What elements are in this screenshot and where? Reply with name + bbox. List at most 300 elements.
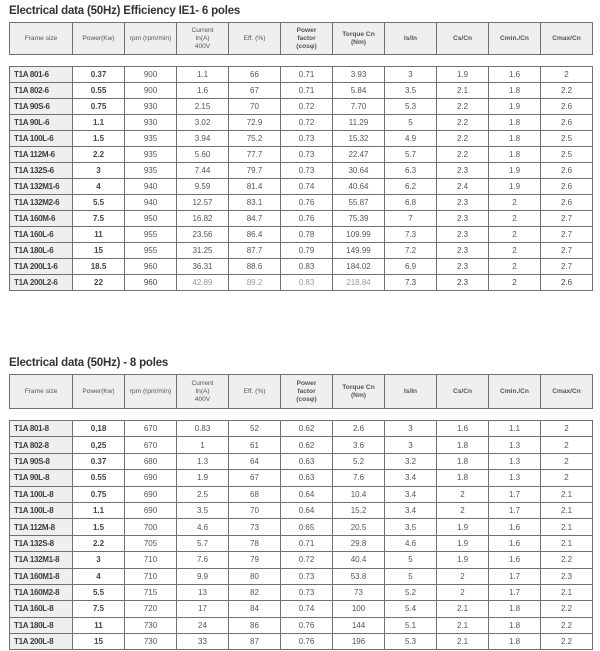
cell-rpm: 670 <box>125 437 177 453</box>
cell-power-factor: 0.73 <box>281 568 333 584</box>
cell-torque: 7.6 <box>333 470 385 486</box>
cell-power-factor: 0.74 <box>281 179 333 195</box>
cell-efficiency: 80 <box>229 568 281 584</box>
header-row <box>10 375 593 409</box>
cell-cmax-cn: 2.2 <box>541 601 593 617</box>
cell-power: 22 <box>73 275 125 291</box>
column-header-line: (Nm) <box>350 38 367 46</box>
column-header-rpm <box>125 375 177 409</box>
column-header-line: Cmax/Cn <box>552 387 581 395</box>
cell-power: 15 <box>73 243 125 259</box>
cell-current: 5.60 <box>177 147 229 163</box>
table-row <box>10 115 593 131</box>
cell-power: 0.37 <box>73 67 125 83</box>
table-row <box>10 486 593 502</box>
cell-torque: 5.2 <box>333 453 385 469</box>
table-row <box>10 259 593 275</box>
cell-current: 12.57 <box>177 195 229 211</box>
cell-cmax-cn: 2.2 <box>541 83 593 99</box>
table-row <box>10 601 593 617</box>
cell-is-in: 4.6 <box>385 535 437 551</box>
cell-cmax-cn: 2.7 <box>541 259 593 275</box>
cell-current: 1.6 <box>177 83 229 99</box>
cell-rpm: 955 <box>125 227 177 243</box>
cell-efficiency: 70 <box>229 99 281 115</box>
cell-cs-cn: 2.2 <box>437 115 489 131</box>
cell-power: 2.2 <box>73 535 125 551</box>
cell-rpm: 935 <box>125 131 177 147</box>
cell-efficiency: 87.7 <box>229 243 281 259</box>
cell-frame-size: T1A 801-8 <box>10 421 73 437</box>
table-row <box>10 552 593 568</box>
cell-torque: 75.39 <box>333 211 385 227</box>
column-header-line: Frame size <box>24 34 58 42</box>
cell-rpm: 930 <box>125 115 177 131</box>
cell-is-in: 7.3 <box>385 227 437 243</box>
data-table-6-poles <box>9 66 593 291</box>
cell-cs-cn: 2 <box>437 502 489 518</box>
cell-cmin-cn: 1.6 <box>489 519 541 535</box>
cell-frame-size: T1A 90S-6 <box>10 99 73 115</box>
cell-is-in: 3 <box>385 67 437 83</box>
cell-cs-cn: 2.2 <box>437 99 489 115</box>
cell-current: 7.44 <box>177 163 229 179</box>
cell-torque: 2.6 <box>333 421 385 437</box>
cell-is-in: 3 <box>385 421 437 437</box>
cell-torque: 73 <box>333 584 385 600</box>
cell-power-factor: 0.72 <box>281 115 333 131</box>
cell-cmin-cn: 1.6 <box>489 67 541 83</box>
cell-current: 33 <box>177 634 229 650</box>
cell-is-in: 6.9 <box>385 259 437 275</box>
table-row <box>10 83 593 99</box>
cell-power-factor: 0.71 <box>281 535 333 551</box>
cell-cmax-cn: 2 <box>541 470 593 486</box>
cell-frame-size: T1A 180L-6 <box>10 243 73 259</box>
cell-cs-cn: 2 <box>437 584 489 600</box>
cell-efficiency: 66 <box>229 67 281 83</box>
column-header-line: 400V <box>194 395 211 403</box>
cell-cmax-cn: 2.7 <box>541 211 593 227</box>
cell-cs-cn: 1.8 <box>437 470 489 486</box>
column-header-line: rpm (rpm/min) <box>129 387 172 395</box>
data-table-8-poles <box>9 420 593 650</box>
cell-current: 17 <box>177 601 229 617</box>
cell-cmax-cn: 2.2 <box>541 552 593 568</box>
cell-power: 3 <box>73 552 125 568</box>
cell-cs-cn: 1.9 <box>437 552 489 568</box>
cell-is-in: 5.2 <box>385 584 437 600</box>
column-header-efficiency <box>229 23 281 55</box>
cell-rpm: 900 <box>125 83 177 99</box>
cell-torque: 29.8 <box>333 535 385 551</box>
cell-frame-size: T1A 200L1-6 <box>10 259 73 275</box>
cell-rpm: 950 <box>125 211 177 227</box>
cell-current: 36.31 <box>177 259 229 275</box>
column-header-line: Is/In <box>403 387 418 395</box>
cell-frame-size: T1A 802-8 <box>10 437 73 453</box>
cell-current: 2.5 <box>177 486 229 502</box>
cell-cmin-cn: 1.7 <box>489 568 541 584</box>
column-header-line: Current <box>191 379 214 387</box>
cell-cmax-cn: 2.6 <box>541 275 593 291</box>
table-row <box>10 131 593 147</box>
cell-rpm: 940 <box>125 195 177 211</box>
cell-power-factor: 0.72 <box>281 99 333 115</box>
cell-power-factor: 0.62 <box>281 421 333 437</box>
cell-efficiency: 52 <box>229 421 281 437</box>
header-table-8-poles <box>9 374 593 409</box>
cell-power-factor: 0.63 <box>281 453 333 469</box>
cell-efficiency: 87 <box>229 634 281 650</box>
cell-power-factor: 0.83 <box>281 259 333 275</box>
cell-power: 3 <box>73 163 125 179</box>
table-row <box>10 275 593 291</box>
column-header-cs-cn <box>437 375 489 409</box>
cell-cmin-cn: 2 <box>489 195 541 211</box>
cell-power: 0,18 <box>73 421 125 437</box>
cell-cs-cn: 2 <box>437 486 489 502</box>
cell-cs-cn: 1.8 <box>437 437 489 453</box>
cell-torque: 30.64 <box>333 163 385 179</box>
cell-cmax-cn: 2.5 <box>541 147 593 163</box>
column-header-line: factor <box>297 387 316 395</box>
cell-cs-cn: 2.1 <box>437 617 489 633</box>
cell-power-factor: 0.78 <box>281 227 333 243</box>
cell-frame-size: T1A 180L-8 <box>10 617 73 633</box>
table-row <box>10 179 593 195</box>
cell-torque: 53.8 <box>333 568 385 584</box>
cell-cmax-cn: 2 <box>541 437 593 453</box>
cell-efficiency: 81.4 <box>229 179 281 195</box>
column-header-frame-size <box>10 23 73 55</box>
cell-power: 1.5 <box>73 131 125 147</box>
cell-rpm: 710 <box>125 568 177 584</box>
cell-cs-cn: 2.1 <box>437 83 489 99</box>
cell-cmax-cn: 2 <box>541 453 593 469</box>
cell-torque: 10.4 <box>333 486 385 502</box>
table-row <box>10 568 593 584</box>
cell-cmin-cn: 1.9 <box>489 163 541 179</box>
cell-current: 1.1 <box>177 67 229 83</box>
cell-cmax-cn: 2 <box>541 421 593 437</box>
cell-rpm: 930 <box>125 99 177 115</box>
cell-cmin-cn: 1.8 <box>489 115 541 131</box>
cell-power-factor: 0.63 <box>281 470 333 486</box>
cell-cmin-cn: 1.3 <box>489 437 541 453</box>
cell-cmax-cn: 2.7 <box>541 227 593 243</box>
cell-cmin-cn: 1.9 <box>489 179 541 195</box>
cell-power: 5.5 <box>73 195 125 211</box>
cell-cmin-cn: 1.8 <box>489 147 541 163</box>
column-header-line: rpm (rpm/min) <box>129 34 172 42</box>
column-header-is-in <box>385 375 437 409</box>
cell-frame-size: T1A 100L-8 <box>10 486 73 502</box>
cell-torque: 149.99 <box>333 243 385 259</box>
cell-frame-size: T1A 132S-6 <box>10 163 73 179</box>
column-header-line: Torque Cn <box>342 30 375 38</box>
cell-cmin-cn: 2 <box>489 243 541 259</box>
column-header-current <box>177 23 229 55</box>
column-header-line: Cs/Cn <box>452 387 473 395</box>
column-header-power-factor <box>281 23 333 55</box>
cell-power: 7.5 <box>73 211 125 227</box>
cell-power: 4 <box>73 179 125 195</box>
cell-rpm: 955 <box>125 243 177 259</box>
cell-efficiency: 67 <box>229 470 281 486</box>
cell-cs-cn: 2.3 <box>437 195 489 211</box>
cell-current: 16.82 <box>177 211 229 227</box>
table-row <box>10 243 593 259</box>
cell-power: 5.5 <box>73 584 125 600</box>
cell-efficiency: 89.2 <box>229 275 281 291</box>
cell-efficiency: 64 <box>229 453 281 469</box>
table-title-8-poles: Electrical data (50Hz) - 8 poles <box>9 357 169 369</box>
cell-is-in: 5.4 <box>385 601 437 617</box>
cell-frame-size: T1A 160M-6 <box>10 211 73 227</box>
cell-cmax-cn: 2.6 <box>541 195 593 211</box>
cell-power: 11 <box>73 617 125 633</box>
cell-is-in: 3 <box>385 437 437 453</box>
cell-power: 4 <box>73 568 125 584</box>
cell-rpm: 940 <box>125 179 177 195</box>
cell-cmax-cn: 2 <box>541 67 593 83</box>
cell-torque: 196 <box>333 634 385 650</box>
cell-power-factor: 0.73 <box>281 584 333 600</box>
cell-current: 5.7 <box>177 535 229 551</box>
cell-power: 0.37 <box>73 453 125 469</box>
cell-cmax-cn: 2.1 <box>541 502 593 518</box>
cell-power-factor: 0.83 <box>281 275 333 291</box>
cell-power-factor: 0.71 <box>281 83 333 99</box>
cell-power-factor: 0.72 <box>281 552 333 568</box>
cell-torque: 22.47 <box>333 147 385 163</box>
cell-rpm: 715 <box>125 584 177 600</box>
cell-current: 3.5 <box>177 502 229 518</box>
cell-cmax-cn: 2.2 <box>541 617 593 633</box>
cell-cmax-cn: 2.6 <box>541 179 593 195</box>
cell-power-factor: 0.79 <box>281 243 333 259</box>
table-row <box>10 617 593 633</box>
header-row <box>10 23 593 55</box>
column-header-line: Cmin./Cn <box>500 34 529 42</box>
column-header-frame-size <box>10 375 73 409</box>
cell-is-in: 5 <box>385 568 437 584</box>
cell-frame-size: T1A 90L-8 <box>10 470 73 486</box>
cell-frame-size: T1A 160L-8 <box>10 601 73 617</box>
cell-cmax-cn: 2.7 <box>541 243 593 259</box>
cell-power: 0,25 <box>73 437 125 453</box>
cell-power: 1.1 <box>73 115 125 131</box>
header-table-6-poles <box>9 22 593 55</box>
cell-rpm: 935 <box>125 147 177 163</box>
cell-cmin-cn: 1.6 <box>489 535 541 551</box>
cell-cmax-cn: 2.3 <box>541 568 593 584</box>
table-row <box>10 519 593 535</box>
cell-power-factor: 0.74 <box>281 601 333 617</box>
cell-is-in: 5.3 <box>385 99 437 115</box>
cell-power-factor: 0.73 <box>281 131 333 147</box>
column-header-line: Cs/Cn <box>452 34 473 42</box>
cell-rpm: 700 <box>125 519 177 535</box>
table-row <box>10 163 593 179</box>
cell-current: 3.94 <box>177 131 229 147</box>
cell-power-factor: 0.73 <box>281 163 333 179</box>
cell-cmin-cn: 1.3 <box>489 453 541 469</box>
column-header-line: (cosφ) <box>296 395 317 403</box>
cell-power: 15 <box>73 634 125 650</box>
cell-cs-cn: 2.3 <box>437 275 489 291</box>
column-header-power <box>73 375 125 409</box>
cell-power: 0.55 <box>73 83 125 99</box>
cell-cmin-cn: 1.7 <box>489 486 541 502</box>
cell-power-factor: 0.73 <box>281 147 333 163</box>
cell-power: 0.75 <box>73 486 125 502</box>
column-header-line: Cmax/Cn <box>552 34 581 42</box>
cell-cs-cn: 1.6 <box>437 421 489 437</box>
cell-rpm: 670 <box>125 421 177 437</box>
column-header-line: 400V <box>194 42 211 50</box>
cell-current: 9.9 <box>177 568 229 584</box>
cell-is-in: 5 <box>385 552 437 568</box>
cell-is-in: 7 <box>385 211 437 227</box>
cell-cmax-cn: 2.1 <box>541 486 593 502</box>
table-row <box>10 99 593 115</box>
cell-efficiency: 86 <box>229 617 281 633</box>
column-header-cmax-cn <box>541 375 593 409</box>
cell-cmax-cn: 2.6 <box>541 163 593 179</box>
cell-is-in: 3.5 <box>385 83 437 99</box>
cell-rpm: 690 <box>125 470 177 486</box>
cell-cmin-cn: 1.3 <box>489 470 541 486</box>
cell-torque: 3.6 <box>333 437 385 453</box>
cell-cs-cn: 2.3 <box>437 211 489 227</box>
cell-torque: 144 <box>333 617 385 633</box>
cell-is-in: 4.9 <box>385 131 437 147</box>
table-row <box>10 67 593 83</box>
column-header-line: In(A) <box>195 34 210 42</box>
column-header-line: Current <box>191 26 214 34</box>
cell-efficiency: 67 <box>229 83 281 99</box>
cell-is-in: 3.2 <box>385 453 437 469</box>
column-header-line: (cosφ) <box>296 42 317 50</box>
column-header-line: factor <box>297 34 316 42</box>
cell-rpm: 960 <box>125 259 177 275</box>
cell-is-in: 3.4 <box>385 470 437 486</box>
cell-torque: 109.99 <box>333 227 385 243</box>
cell-power-factor: 0.62 <box>281 437 333 453</box>
cell-rpm: 705 <box>125 535 177 551</box>
cell-cs-cn: 2.3 <box>437 227 489 243</box>
cell-cmin-cn: 1.7 <box>489 584 541 600</box>
column-header-line: Power <box>296 379 317 387</box>
column-header-is-in <box>385 23 437 55</box>
cell-cs-cn: 1.9 <box>437 67 489 83</box>
cell-current: 0.83 <box>177 421 229 437</box>
cell-cs-cn: 2.3 <box>437 163 489 179</box>
cell-power-factor: 0.64 <box>281 486 333 502</box>
cell-cmin-cn: 2 <box>489 227 541 243</box>
cell-power: 0.55 <box>73 470 125 486</box>
cell-cmin-cn: 2 <box>489 259 541 275</box>
cell-current: 7.6 <box>177 552 229 568</box>
cell-efficiency: 78 <box>229 535 281 551</box>
cell-rpm: 680 <box>125 453 177 469</box>
cell-cmin-cn: 1.8 <box>489 131 541 147</box>
cell-torque: 5.84 <box>333 83 385 99</box>
cell-torque: 20.5 <box>333 519 385 535</box>
cell-efficiency: 79 <box>229 552 281 568</box>
column-header-cmin-cn <box>489 375 541 409</box>
cell-frame-size: T1A 801-6 <box>10 67 73 83</box>
cell-current: 9.59 <box>177 179 229 195</box>
cell-efficiency: 70 <box>229 502 281 518</box>
cell-frame-size: T1A 200L-8 <box>10 634 73 650</box>
cell-power: 2.2 <box>73 147 125 163</box>
cell-torque: 15.32 <box>333 131 385 147</box>
cell-frame-size: T1A 90S-8 <box>10 453 73 469</box>
cell-cmax-cn: 2.1 <box>541 584 593 600</box>
cell-power: 18.5 <box>73 259 125 275</box>
column-header-torque <box>333 375 385 409</box>
cell-is-in: 7.2 <box>385 243 437 259</box>
cell-current: 24 <box>177 617 229 633</box>
cell-cmin-cn: 1.8 <box>489 617 541 633</box>
cell-power: 7.5 <box>73 601 125 617</box>
cell-torque: 3.93 <box>333 67 385 83</box>
cell-is-in: 5.7 <box>385 147 437 163</box>
table-row <box>10 453 593 469</box>
cell-frame-size: T1A 160L-6 <box>10 227 73 243</box>
cell-is-in: 3.5 <box>385 519 437 535</box>
column-header-line: Torque Cn <box>342 383 375 391</box>
cell-torque: 7.70 <box>333 99 385 115</box>
cell-cs-cn: 2.2 <box>437 131 489 147</box>
cell-efficiency: 79.7 <box>229 163 281 179</box>
cell-current: 23.56 <box>177 227 229 243</box>
table-title-6-poles: Electrical data (50Hz) Efficiency IE1- 6 poles <box>9 5 241 17</box>
cell-cmin-cn: 1.8 <box>489 83 541 99</box>
cell-is-in: 3.4 <box>385 486 437 502</box>
cell-cmin-cn: 1.1 <box>489 421 541 437</box>
table-row <box>10 502 593 518</box>
cell-cmin-cn: 1.6 <box>489 552 541 568</box>
cell-cs-cn: 2 <box>437 568 489 584</box>
cell-is-in: 7.3 <box>385 275 437 291</box>
cell-efficiency: 68 <box>229 486 281 502</box>
cell-power-factor: 0.76 <box>281 617 333 633</box>
cell-frame-size: T1A 90L-6 <box>10 115 73 131</box>
cell-is-in: 6.8 <box>385 195 437 211</box>
cell-current: 42.89 <box>177 275 229 291</box>
cell-efficiency: 88.6 <box>229 259 281 275</box>
cell-current: 4.6 <box>177 519 229 535</box>
column-header-line: Eff. (%) <box>243 34 266 42</box>
cell-power-factor: 0.76 <box>281 211 333 227</box>
cell-frame-size: T1A 132S-8 <box>10 535 73 551</box>
cell-cmax-cn: 2.1 <box>541 535 593 551</box>
cell-torque: 100 <box>333 601 385 617</box>
table-row <box>10 195 593 211</box>
cell-cs-cn: 1.8 <box>437 453 489 469</box>
cell-cs-cn: 2.2 <box>437 147 489 163</box>
column-header-line: (Nm) <box>350 391 367 399</box>
cell-torque: 11.29 <box>333 115 385 131</box>
cell-rpm: 690 <box>125 486 177 502</box>
cell-cs-cn: 1.9 <box>437 519 489 535</box>
cell-frame-size: T1A 200L2-6 <box>10 275 73 291</box>
cell-efficiency: 84.7 <box>229 211 281 227</box>
